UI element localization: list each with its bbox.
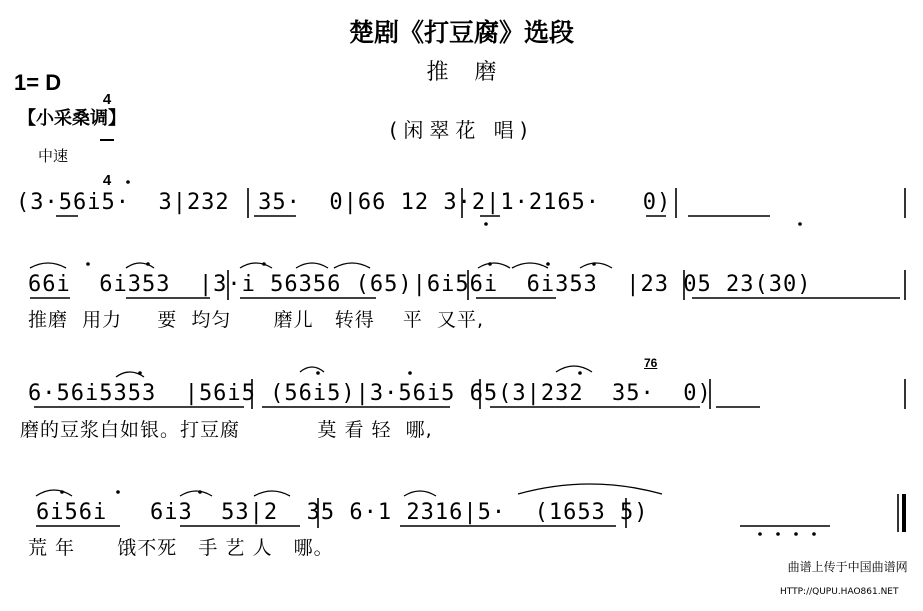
score-row-4-lyrics: 荒 年 饿不死 手 艺 人 哪。 [28, 537, 334, 559]
score-row-3-notes: 6·56i5353 |56i5 (56i5)|3·56i5 65(3|232 35· 0) [28, 381, 712, 406]
watermark-line-2: HTTP://QUPU.HAO861.NET [780, 586, 899, 597]
score-title: 楚剧《打豆腐》选段 [348, 18, 574, 47]
score-subtitle: 推磨 [426, 60, 523, 85]
site-watermark [780, 548, 908, 611]
score-row-2-lyrics: 推磨 用力 要 均匀 磨儿 转得 平 又平, [28, 309, 484, 331]
octave-dots [60, 180, 816, 536]
grace-notes: 76 [644, 356, 658, 370]
score-row-1-notes: (3·56i5· 3|232 35· 0|66 12 3·2|1·2165· 0) [16, 190, 672, 215]
watermark-line-1: 曲谱上传于中国曲谱网 [787, 560, 908, 575]
score-row-2-notes: 66i 6i353 |3·i 56356 (65)|6i56i 6i353 |23 05 23(30) [28, 272, 812, 297]
key-signature: 1= D [14, 70, 62, 95]
time-signature-top: 4 [102, 91, 112, 108]
beat-underlines [30, 216, 900, 526]
score-row-3-lyrics: 磨的豆浆白如银。打豆腐 莫 看 轻 哪, [20, 419, 433, 441]
score-row-4-notes: 6i56i 6i3 53|2 35 6·1 2316|5· (1653 5) [36, 500, 649, 525]
tempo-marking: 中速 [38, 147, 69, 165]
tune-name: 【小采桑调】 [18, 108, 126, 129]
time-signature-bottom: 4 [102, 172, 112, 189]
barlines [228, 188, 905, 532]
singer-credit: (闲翠花 唱) [389, 118, 534, 142]
